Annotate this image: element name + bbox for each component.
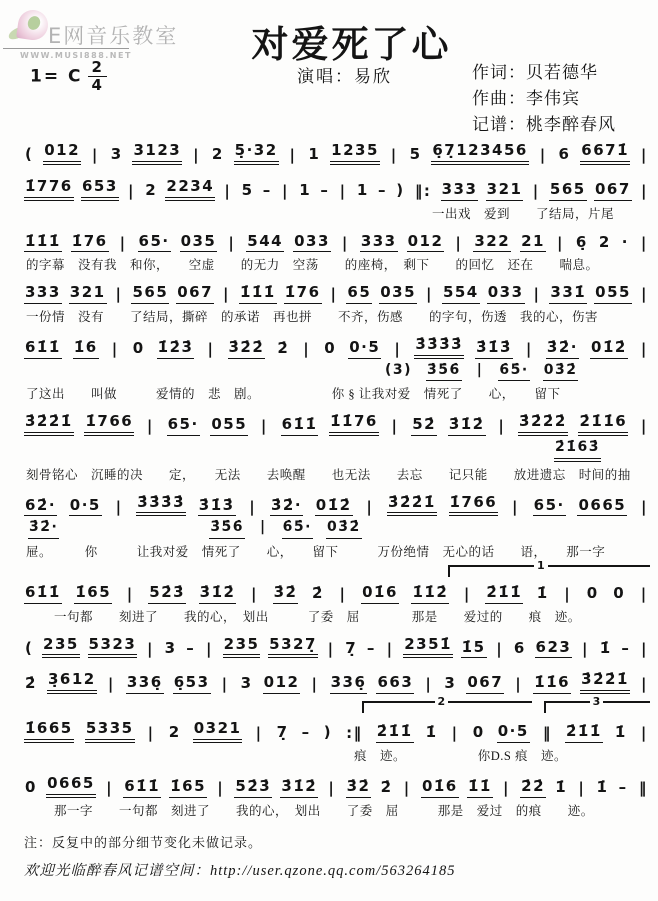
ending-number: 2 (435, 695, 449, 708)
welcome-url-text: 欢迎光临醉春风记谱空间：http://user.qzone.qq.com/563264185 (24, 862, 456, 879)
note-group: 0665 (577, 496, 627, 517)
barline: | (260, 519, 267, 536)
note-group: 01̇6 (421, 777, 459, 798)
key-signature (30, 60, 107, 93)
note-group: 5335 (85, 719, 135, 743)
note-group: 3 (240, 674, 253, 693)
barline: | (341, 233, 349, 252)
footnote: 注：反复中的部分细节变化未做记录。 (24, 834, 263, 850)
note-group: 3̇2̇ (273, 583, 299, 604)
note-group: 01̇2̇ (315, 496, 353, 517)
note-group: 544 (246, 232, 284, 253)
note-group: 1̇1̇2̇ (411, 583, 449, 604)
barline: | (146, 639, 154, 658)
barline: | (207, 340, 215, 358)
music-line (24, 170, 650, 203)
note-group: 65· (533, 496, 566, 517)
note-group: 2̇1̇1̇ (376, 722, 414, 743)
music-line (24, 486, 650, 519)
barline: | (640, 675, 648, 694)
secondary-segment (554, 439, 601, 462)
note-group: 1̇1̇1̇ (24, 232, 62, 253)
note-group: 1̇ (425, 723, 438, 741)
note-group: 2̇1̇1̇6 (578, 412, 628, 436)
barline: ‖ (542, 724, 552, 742)
dash: – (301, 723, 311, 741)
note-group: 0 (472, 723, 485, 741)
note-group: 2̇ (277, 339, 290, 357)
system-4 (24, 276, 650, 325)
barline: | (339, 181, 347, 200)
barline: | (640, 146, 648, 164)
note-group: 333 (441, 180, 479, 201)
song-title: 对爱死了心 (251, 25, 452, 66)
barline: | (386, 639, 394, 658)
barline: | (106, 778, 114, 797)
barline: | (221, 675, 229, 694)
note-group: 055 (594, 283, 632, 304)
note-group: 1̇65 (169, 777, 207, 798)
barline: | (403, 778, 411, 797)
note-group: 2̇ (380, 777, 393, 796)
note-group: 012 (43, 141, 81, 165)
barline: | (476, 361, 484, 378)
note-group: 0·5 (69, 496, 102, 517)
note-group: 01̇2̇ (590, 338, 628, 359)
note-group: 03̇2̇ (326, 519, 362, 539)
barline: | (91, 146, 99, 164)
barline: | (582, 639, 590, 658)
logo-text: E网音乐教室 (48, 24, 179, 48)
note-group: 1̇ (596, 777, 609, 796)
music-line (24, 405, 650, 438)
note-group: 52̇3̇ (234, 777, 272, 798)
barline: ‖ (638, 778, 648, 797)
secondary-music-line (24, 518, 650, 541)
secondary-segment (28, 519, 59, 539)
note-group: 3̇2̇2̇2̇ (518, 412, 568, 436)
dash: – (186, 638, 196, 657)
music-line (24, 225, 650, 255)
barline: | (111, 340, 119, 358)
system-6 (24, 405, 650, 482)
note-group: 0 (324, 339, 337, 357)
note-group: 235 (42, 635, 80, 659)
note-group: 52̇ (411, 415, 437, 436)
barline: | (390, 146, 398, 164)
lyrics-line: 了这出 叫做 爱情的 悲 剧。 你 § 让我对爱 情死了 心， 留下 (26, 387, 561, 402)
note-group: 61̇1̇ (281, 415, 319, 436)
barline: | (366, 497, 374, 516)
note-group: 653 (81, 177, 119, 201)
barline: | (391, 417, 399, 436)
barline: | (311, 675, 319, 694)
note-group: 235 (223, 635, 261, 659)
note-group: 6̣ (575, 232, 588, 251)
lyrics-line: 一句都 刻进了 我的心， 划出 了委 屈 那是 爱过的 痕 迹。 (54, 609, 581, 624)
barline: | (532, 181, 540, 200)
note-group: 3̇2̇2̇1̇ (387, 493, 437, 517)
note-group: 1̇2̇3̇ (157, 338, 195, 359)
logo-site-url: WWW.MUSI888.NET (20, 51, 132, 60)
transcriber-credit: 记谱：桃李醉春风 (472, 115, 616, 134)
barline: | (515, 675, 523, 694)
note-group: 3̇1̇3̇ (198, 496, 236, 517)
note-group: 1̇76 (71, 232, 109, 253)
barline: | (146, 417, 154, 436)
music-line (24, 134, 650, 167)
barline: | (640, 285, 648, 304)
note-group: 2 (145, 180, 158, 199)
note-group: 333 (360, 232, 398, 253)
note-group: 52̇3̇ (148, 583, 186, 604)
key-label: 1= C (30, 66, 83, 87)
note-group: 331̇ (549, 283, 587, 304)
note-group: 65· (138, 232, 171, 253)
note-group: 1̇776 (24, 177, 74, 201)
note-group: 333 (24, 283, 62, 304)
note-group: 3123 (132, 141, 182, 165)
footer (0, 822, 658, 880)
credits-block (472, 60, 616, 138)
note-group: 1̇76 (284, 283, 322, 304)
ending-number: 1 (534, 559, 548, 572)
lyrics-line: 一份情 没有 了结局，撕碎 的承诺 再也拼 不齐，伤感 的字句，伤透 我的心，伤害 (26, 310, 599, 324)
note-group: 3̣612 (47, 670, 97, 694)
barline: | (640, 340, 648, 358)
music-line (24, 712, 650, 745)
note-group: 067 (176, 283, 214, 304)
note-group: 1̇1̇6 (533, 673, 571, 694)
barline: | (255, 724, 263, 742)
barline: | (205, 639, 213, 658)
ending-bracket (362, 695, 532, 713)
music-line (24, 663, 650, 696)
note-group: 1 (299, 180, 312, 199)
barline: | (498, 417, 506, 436)
note-group: 61̇1̇ (123, 777, 161, 798)
paren: ) (323, 723, 333, 741)
note-group: 1̇ (599, 638, 612, 657)
note-group: 3̇2̇· (546, 338, 579, 359)
note-group: 3̇1̇2̇ (199, 583, 237, 604)
dash: – (262, 180, 272, 199)
note-group: 067 (466, 673, 504, 694)
lyrics-line: 刻骨铭心 沉睡的决 定， 无法 去唤醒 也无法 去忘 记只能 放进遗忘 时间的抽 (26, 467, 631, 482)
barline: | (641, 639, 648, 658)
note-group: 035 (180, 232, 218, 253)
barline: | (641, 181, 648, 200)
note-group: 067 (594, 180, 632, 201)
note-group: 2̇1̇63̇ (554, 439, 601, 462)
note-group: 0 (132, 339, 145, 357)
barline: | (303, 340, 311, 358)
music-line (24, 767, 650, 800)
note-group: 5 (241, 180, 254, 199)
note-group: 3 (164, 638, 177, 657)
note-group: 3̇2̇· (28, 519, 59, 539)
system-1 (24, 134, 650, 167)
note-group: 0 (586, 583, 599, 602)
barline: | (193, 146, 201, 164)
note-group: 3̇2̇2̇1̇ (24, 412, 74, 436)
lyricist-credit: 作词：贝若德华 (472, 63, 598, 82)
notation-area (0, 130, 658, 819)
music-line (24, 328, 650, 361)
note-group: 1̇5 (461, 638, 487, 659)
system-2 (24, 170, 650, 222)
secondary-segment (384, 362, 578, 382)
system-9 (24, 628, 650, 661)
barline: | (339, 584, 347, 603)
system-10 (24, 663, 650, 696)
note-group: 055 (210, 415, 248, 436)
note-group: 2 (598, 232, 611, 251)
barline: | (640, 584, 648, 603)
dash: – (320, 180, 330, 199)
system-8 (24, 558, 650, 625)
barline: | (119, 233, 127, 252)
barline: | (328, 778, 336, 797)
note-group: 1̇1̇ (467, 777, 493, 798)
note-group: 7̣ (345, 638, 358, 657)
note-group: 663 (376, 673, 414, 694)
note-group: 3̇2̇· (270, 496, 303, 517)
system-7 (24, 486, 650, 560)
barline: | (282, 181, 290, 200)
secondary-music-line (24, 438, 650, 464)
note-group: 3 (110, 145, 123, 163)
note-group: 5̣·32 (234, 141, 279, 165)
lyrics-line: 的字幕 没有我 和你， 空虚 的无力 空荡 的座椅， 剩下 的回忆 还在 喘息。 (26, 258, 599, 273)
barline: :‖ (346, 724, 363, 742)
music-line (24, 628, 650, 661)
barline: | (394, 340, 402, 358)
note-group: 0·5 (497, 722, 530, 743)
note-group: 0 (613, 583, 626, 602)
note-group: 3̇1̇2̇ (448, 415, 486, 436)
dash: – (621, 638, 631, 657)
note-group: 6̇5̇· (282, 519, 313, 539)
ending-number: 3 (590, 695, 604, 708)
note-group: 6̣53 (173, 673, 211, 694)
note-group: 3̇2̇2̇ (228, 338, 266, 359)
note-group: 1̇1̇1̇ (239, 283, 277, 304)
barline: | (126, 584, 134, 603)
note-group: 5327̣ (268, 635, 318, 659)
lyrics-line: 那一字 一句都 刻进了 我的心， 划出 了委 屈 那是 爱过 的痕 迹。 (54, 803, 594, 818)
note-group: 3̇3̇3̇3̇ (414, 335, 464, 359)
note-group: 1̇ (555, 777, 568, 796)
note-group: 6 (558, 145, 571, 163)
note-group: 3̇2̇2̇1̇ (580, 670, 630, 694)
note-group: 1235 (330, 141, 380, 165)
note-group: 1 (308, 145, 321, 163)
note-group: 3̇1̇2̇ (280, 777, 318, 798)
note-group: 2234 (165, 177, 215, 201)
note-group: 6̇5̇· (498, 362, 529, 382)
note-group: 0 (25, 777, 37, 796)
barline: | (147, 724, 155, 742)
barline: | (289, 146, 297, 164)
barline: | (533, 285, 541, 304)
barline: | (107, 675, 115, 694)
note-group: 2 (211, 145, 224, 163)
note-group: 2̇1̇1̇ (565, 722, 603, 743)
system-12 (24, 767, 650, 819)
note-group: · (621, 232, 629, 251)
music-line (24, 276, 650, 306)
note-group: 1̇6 (73, 338, 99, 359)
note-group: 0·5 (348, 338, 381, 359)
barline: | (249, 497, 257, 516)
note-group: 1̇1̇76 (329, 412, 379, 436)
barline: | (640, 417, 648, 436)
note-group: 336̣ (330, 673, 368, 694)
note-group: 3̇2̇ (346, 777, 372, 798)
note-group: 3̇5̇6̇ (209, 519, 245, 539)
barline: | (525, 340, 533, 358)
note-group: 62̇· (24, 496, 57, 517)
barline: | (327, 639, 335, 658)
singer-credit: 演唱：易欣 (297, 67, 392, 86)
note-group: 1̇766 (449, 493, 499, 517)
barline: | (640, 233, 648, 252)
note-group: 565 (549, 180, 587, 201)
note-group: 2351̇ (403, 635, 453, 659)
barline: | (564, 584, 572, 603)
barline: | (455, 233, 463, 252)
note-group: 2̇ (312, 583, 324, 602)
barline: | (640, 497, 648, 516)
barline: | (556, 233, 564, 252)
composer-credit: 作曲：李伟宾 (472, 89, 580, 108)
barline: | (463, 584, 471, 603)
lyrics-line: 屉。 你 让我对爱 情死了 心， 留下 万份绝情 无心的话 语， 那一字 (26, 544, 606, 559)
note-group: 565 (131, 283, 169, 304)
note-group: 012 (407, 232, 445, 253)
barline: | (426, 285, 433, 304)
barline: | (511, 497, 519, 516)
note-group: 012 (263, 673, 301, 694)
dash: – (366, 638, 376, 657)
system-5 (24, 328, 650, 402)
barline: | (578, 778, 586, 797)
ending-bracket (448, 558, 650, 577)
secondary-segment (209, 519, 361, 539)
note-group: 61̇1̇ (24, 583, 62, 604)
barline: | (115, 497, 123, 516)
note-group: 033 (487, 283, 525, 304)
note-group: 21 (520, 232, 546, 253)
note-group: 1̇ (614, 723, 627, 741)
note-group: 3 (444, 674, 457, 693)
note-group: 61̇1̇ (24, 338, 62, 359)
time-signature: $\frac{2}{4}$ (88, 60, 106, 93)
note-group: 0665 (46, 774, 96, 798)
note-group: 5323 (88, 635, 138, 659)
note-group: 5 (409, 145, 422, 163)
paren: ( (25, 145, 34, 163)
note-group: 321 (69, 283, 107, 304)
note-group: 3̇1̇3̇ (475, 338, 513, 359)
note-group: 6̣7̣123456 (431, 141, 529, 165)
note-group: 1̇766 (84, 412, 134, 436)
barline: | (330, 285, 338, 304)
note-group: 1 (356, 180, 369, 199)
note-group: 336̣ (126, 673, 164, 694)
note-group: 623 (535, 638, 573, 659)
note-group: (3) (385, 361, 413, 378)
ending-bracket (544, 695, 650, 713)
barline: | (260, 417, 268, 436)
barline: | (503, 778, 510, 797)
note-group: 01̇6 (361, 583, 399, 604)
note-group: 3̇5̇6̇ (426, 362, 462, 382)
barline: | (496, 639, 504, 658)
barline: ‖: (414, 181, 432, 200)
barline: | (115, 285, 123, 304)
note-group: 321 (486, 180, 524, 201)
system-3 (24, 225, 650, 274)
barline: | (228, 233, 236, 252)
note-group: 1̇665 (24, 719, 74, 743)
barline: | (425, 675, 433, 694)
secondary-music-line (24, 361, 650, 384)
note-group: 03̇2̇ (543, 362, 579, 382)
lyrics-line: 痕 迹。 你D.S 痕 迹。 (354, 748, 567, 763)
note-group: 035 (379, 283, 417, 304)
system-11 (24, 695, 650, 764)
barline: | (128, 181, 136, 200)
music-line (24, 576, 650, 606)
paren: ( (25, 638, 34, 657)
note-group: 2̇1̇1̇ (485, 583, 523, 604)
barline: | (251, 584, 259, 603)
barline: | (640, 724, 648, 742)
note-group: 2 (168, 723, 181, 741)
barline: | (451, 724, 459, 742)
note-group: 3̇3̇3̇3̇ (136, 493, 186, 517)
note-group: 6671̇ (580, 141, 630, 165)
note-group: 033 (293, 232, 331, 253)
barline: | (224, 181, 232, 200)
note-group: 554 (442, 283, 480, 304)
note-group: 1̇65 (74, 583, 112, 604)
note-group: 1̇ (536, 583, 549, 602)
lyrics-line: 一出戏 爱到 了结局，片尾 (432, 206, 615, 221)
paren: ) (396, 180, 405, 199)
barline: | (539, 146, 547, 164)
note-group: 2̇2̇ (520, 777, 546, 798)
dash: – (378, 180, 388, 199)
note-group: 322 (473, 232, 511, 253)
note-group: 7̣ (276, 723, 289, 741)
note-group: 2̇ (25, 674, 37, 693)
barline: | (217, 778, 225, 797)
header (0, 0, 658, 134)
note-group: 65 (346, 283, 372, 304)
note-group: 65· (167, 415, 200, 436)
barline: | (223, 285, 230, 304)
dash: – (618, 777, 628, 796)
note-group: 0321 (193, 719, 243, 743)
note-group: 6 (513, 638, 526, 657)
